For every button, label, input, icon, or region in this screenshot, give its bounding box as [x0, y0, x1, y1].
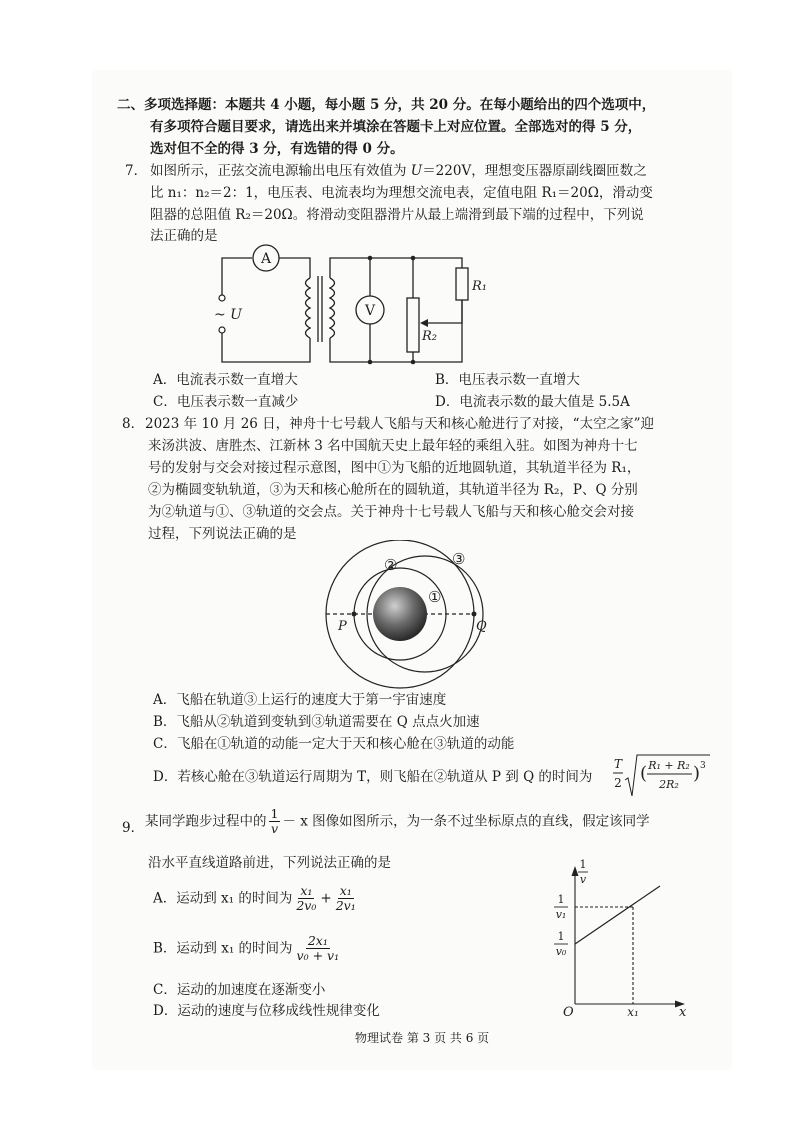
q9-number: 9．: [122, 820, 145, 836]
q8-text-line2: 来汤洪波、唐胜杰、江新林 3 名中国航天史上最年轻的乘组入驻。如图为神舟十七: [148, 438, 638, 454]
orbit-1-label: ①: [428, 588, 442, 606]
section-header-line1: 二、多项选择题：本题共 4 小题，每小题 5 分，共 20 分。在每小题给出的四个选项中，: [117, 97, 656, 113]
a-f2-den: 2v₁: [335, 898, 356, 913]
q7-circuit-diagram: [200, 238, 490, 372]
section-header-line2: 有多项符合题目要求，请选出来并填涂在答题卡上对应位置。全部选对的得 5 分，: [150, 119, 642, 135]
q9-option-c: C．运动的加速度在逐渐变小: [153, 982, 326, 998]
q9-graph: [545, 856, 695, 1018]
q9-a-frac2: [334, 884, 358, 913]
q7-text-line2: 比 n₁：n₂＝2：1，电压表、电流表均为理想交流电表，定值电阻 R₁＝20Ω，滑动变: [150, 185, 653, 201]
q8-text-line3: 号的发射与交会对接过程示意图，图中①为飞船的近地圆轨道，其轨道半径为 R₁，: [148, 460, 641, 476]
q7-line1a: 如图所示，正弦交流电源输出电压有效值为: [150, 163, 411, 179]
q8-orbit-diagram: [318, 540, 503, 690]
q9-a-plus: +: [320, 890, 332, 907]
graph-y0-den: v₀: [555, 945, 567, 958]
q8-option-d: D．若核心舱在③轨道运行周期为 T，则飞船在②轨道从 P 到 Q 的时间为: [153, 769, 593, 785]
b-num: 2x₁: [307, 933, 328, 948]
q9-inverse-v: [269, 807, 281, 836]
orbit-2-label: ②: [384, 556, 398, 574]
q8-text-line1: 2023 年 10 月 26 日，神舟十七号载人飞船与天和核心舱进行了对接，“太空之家”迎: [145, 416, 654, 432]
graph-y1-num: 1: [557, 893, 565, 906]
q8-text-line5: 为②轨道与①、③轨道的交会点。关于神舟十七号载人飞船与天和核心舱交会对接: [148, 504, 634, 520]
q7-number: 7．: [125, 163, 148, 179]
svg-text:(: (: [640, 763, 648, 784]
q7-text-line3: 阻器的总阻值 R₂＝20Ω。将滑动变阻器滑片从最上端滑到最下端的过程中，下列说: [150, 207, 644, 223]
graph-origin: O: [563, 1005, 574, 1018]
b-den: v₀ + v₁: [296, 948, 340, 963]
ammeter-label: A: [260, 251, 272, 267]
r2-label: R₂: [422, 329, 437, 344]
graph-x1-label: x₁: [627, 1005, 639, 1018]
formula-numerator: R₁ + R₂: [648, 759, 690, 772]
formula-t: T: [613, 757, 623, 771]
voltmeter-label: V: [364, 303, 376, 319]
q8-option-b: B．飞船从②轨道到变轨到③轨道需要在 Q 点点火加速: [153, 714, 480, 730]
q8-option-a: A．飞船在轨道③上运行的速度大于第一宇宙速度: [153, 692, 447, 708]
r1-label: R₁: [472, 279, 487, 294]
q9-b-prefix: B．运动到 x₁ 的时间为: [153, 940, 293, 957]
formula-exponent: 3: [700, 761, 706, 771]
q9-text-line2: 沿水平直线道路前进，下列说法正确的是: [148, 855, 391, 871]
q8-option-c: C．飞船在①轨道的动能一定大于天和核心舱在③轨道的动能: [153, 736, 515, 752]
section-header-line3: 选对但不全的得 3 分，有选错的得 0 分。: [150, 141, 404, 157]
q7-text-line1: [150, 161, 647, 181]
svg-text:): ): [693, 763, 701, 784]
graph-y0-num: 1: [557, 930, 565, 943]
graph-y1-den: v₁: [555, 908, 567, 921]
graph-ylabel-num: 1: [579, 858, 587, 871]
q9-b-frac: [295, 934, 342, 963]
formula-two: 2: [614, 776, 622, 790]
q9-text-line1: [145, 807, 650, 836]
formula-denominator: 2R₂: [659, 778, 679, 791]
graph-ylabel-den: v: [579, 873, 587, 886]
q7-option-a: A．电流表示数一直增大: [153, 372, 298, 388]
a-f1-num: x₁: [300, 883, 313, 898]
page-footer: 物理试卷 第 3 页 共 6 页: [355, 1031, 490, 1045]
point-q-label: Q: [476, 619, 487, 634]
q7-option-d: D．电流表示数的最大值是 5.5A: [435, 394, 630, 410]
q7-text-line4: 法正确的是: [150, 228, 218, 244]
q9-line1b: － x 图像如图所示，为一条不过坐标原点的直线，假定该同学: [282, 813, 650, 830]
q8-text-line6: 过程，下列说法正确的是: [148, 526, 297, 542]
point-p-label: P: [338, 619, 347, 634]
q9-a-frac1: [294, 884, 318, 913]
q9-a-prefix: A．运动到 x₁ 的时间为: [153, 890, 293, 907]
inv-den: v: [270, 821, 278, 836]
q7-u-symbol: U: [410, 163, 423, 179]
q9-line1a: 某同学跑步过程中的: [145, 813, 267, 830]
q8-option-d-formula: [612, 752, 712, 800]
inv-num: 1: [270, 806, 279, 821]
a-f2-num: x₁: [339, 883, 352, 898]
q7-option-c: C．电压表示数一直减少: [153, 394, 299, 410]
q7-line1b: ＝220V，理想变压器原副线圈匝数之: [422, 163, 647, 179]
source-label: ~ U: [214, 307, 242, 323]
a-f1-den: 2v₀: [296, 898, 317, 913]
q8-text-line4: ②为椭圆变轨轨道，③为天和核心舱所在的圆轨道，其轨道半径为 R₂，P、Q 分别: [148, 482, 638, 498]
q8-number: 8．: [122, 416, 145, 432]
earth: [373, 587, 427, 641]
q9-option-b: [153, 934, 343, 963]
orbit-3-label: ③: [452, 550, 466, 568]
q7-option-b: B．电压表示数一直增大: [435, 372, 580, 388]
q9-option-a: [153, 884, 360, 913]
graph-xlabel: x: [679, 1005, 687, 1018]
q9-option-d: D．运动的速度与位移成线性规律变化: [153, 1003, 380, 1019]
